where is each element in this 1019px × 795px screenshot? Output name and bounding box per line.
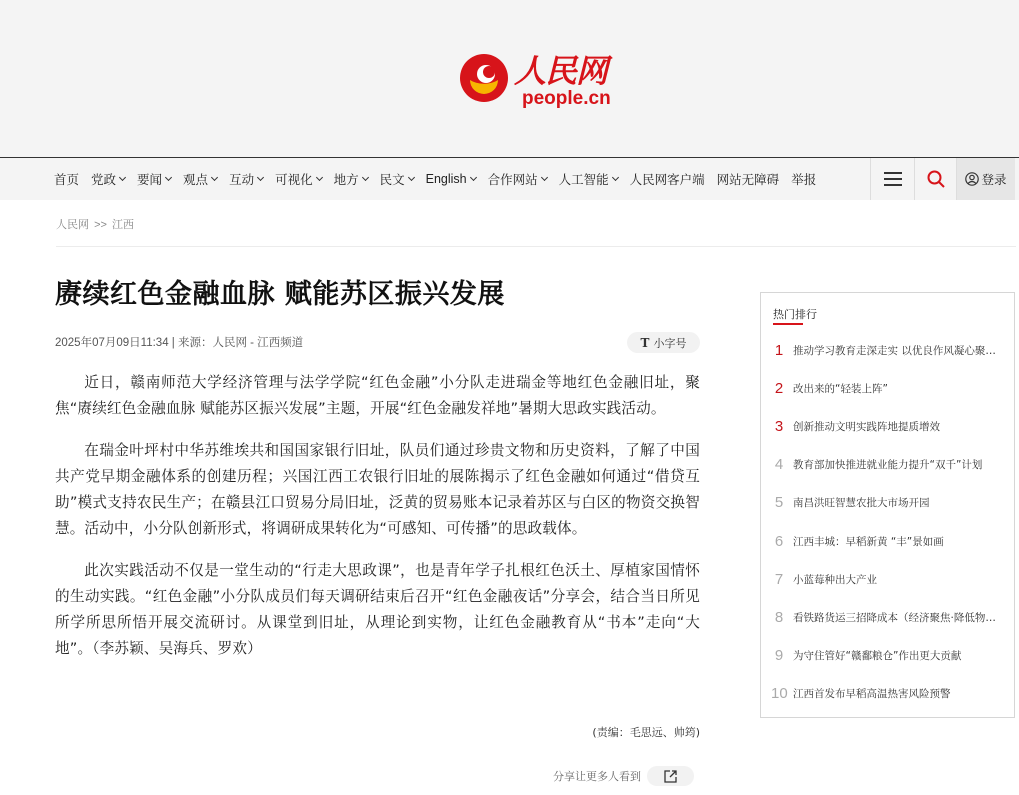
hot-ranking-text: 南昌洪旺智慧农批大市场开园 bbox=[793, 497, 930, 510]
hot-ranking-text: 小蓝莓种出大产业 bbox=[793, 573, 877, 586]
chevron-down-icon bbox=[316, 174, 323, 181]
nav-item-label: English bbox=[425, 172, 467, 186]
nav-item[interactable] bbox=[553, 170, 624, 188]
nav-item-label: 举报 bbox=[791, 173, 817, 187]
nav-item[interactable] bbox=[131, 170, 177, 188]
hot-ranking-list bbox=[761, 331, 1014, 713]
breadcrumb bbox=[56, 216, 134, 232]
hot-ranking-item[interactable] bbox=[761, 560, 1014, 598]
hot-ranking-item[interactable] bbox=[761, 407, 1014, 445]
hot-ranking-number: 3 bbox=[774, 417, 784, 435]
hot-ranking-number: 7 bbox=[774, 570, 784, 588]
nav-item-label: 人工智能 bbox=[558, 173, 609, 187]
hot-ranking-text: 江西丰城：早稻新黄 “丰”景如画 bbox=[793, 535, 944, 548]
nav-item-label: 观点 bbox=[183, 173, 209, 187]
hot-ranking-text: 改出来的“轻装上阵” bbox=[793, 382, 888, 395]
nav-item-label: 要闻 bbox=[137, 173, 163, 187]
main-navbar bbox=[0, 157, 1019, 200]
article-meta: 2025年07月09日11:34 | 来源：人民网 - 江西频道 bbox=[55, 337, 304, 349]
hot-ranking-text: 为守住管好“赣鄱粮仓”作出更大贡献 bbox=[793, 650, 962, 663]
chevron-down-icon bbox=[541, 174, 548, 181]
nav-item[interactable] bbox=[624, 170, 711, 188]
nav-item[interactable] bbox=[85, 170, 131, 188]
hot-ranking-number: 2 bbox=[774, 379, 784, 397]
search-icon bbox=[927, 170, 945, 188]
breadcrumb-separator: >> bbox=[94, 219, 107, 231]
article-paragraph: 此次实践活动不仅是一堂生动的“行走大思政课”，也是青年学子扎根红色沃土、厚植家国情怀的生动实践。“红色金融”小分队成员们每天调研结束后召开“红色金融夜话”分享会，结合当日所见所学所思所悟开展交流研讨。从课堂到旧址，从理论到实物，让红色金融教育从“书本”走向“大地”。（李苏颖、吴海兵、罗欢） bbox=[55, 562, 700, 657]
chevron-down-icon bbox=[612, 174, 619, 181]
share-button[interactable] bbox=[647, 766, 694, 786]
chevron-down-icon bbox=[211, 174, 218, 181]
logo-text-cn: 人民网 bbox=[514, 52, 608, 90]
chevron-down-icon bbox=[257, 174, 264, 181]
nav-tools bbox=[870, 158, 1015, 200]
hot-ranking-text: 推动学习教育走深走实 以优良作风凝心聚… bbox=[793, 344, 996, 357]
hot-ranking-item[interactable] bbox=[761, 331, 1014, 369]
article-editor: (责编：毛思远、帅筠) bbox=[592, 726, 700, 739]
hot-ranking-item[interactable] bbox=[761, 675, 1014, 713]
chevron-down-icon bbox=[165, 174, 172, 181]
hot-ranking-text: 创新推动文明实践阵地提质增效 bbox=[793, 420, 940, 433]
share-text: 分享让更多人看到 bbox=[553, 770, 641, 783]
article-paragraph: 在瑞金叶坪村中华苏维埃共和国国家银行旧址，队员们通过珍贵文物和历史资料，了解了中国共产党早期金融体系的创建历程；兴国江西工农银行旧址的展陈揭示了红色金融如何通过“借贷互助”模式支持农民生产；在赣县江口贸易分局旧址，泛黄的贸易账本记录着苏区与白区的物资交换智慧。活动中，小分队创新形式，将调研成果转化为“可感知、可传播”的思政载体。 bbox=[55, 442, 700, 537]
nav-item[interactable] bbox=[374, 170, 420, 188]
article-body bbox=[55, 370, 700, 678]
hot-ranking-title: 热门排行 bbox=[773, 308, 817, 321]
font-size-label: 小字号 bbox=[653, 336, 687, 350]
share-bar bbox=[553, 766, 694, 786]
hot-ranking-text: 教育部加快推进就业能力提升“双千”计划 bbox=[793, 459, 983, 472]
chevron-down-icon bbox=[470, 174, 477, 181]
hamburger-icon bbox=[884, 172, 902, 186]
breadcrumb-divider bbox=[56, 246, 1016, 247]
hot-ranking-number: 9 bbox=[774, 647, 784, 665]
nav-item[interactable] bbox=[48, 170, 85, 188]
article-title: 赓续红色金融血脉 赋能苏区振兴发展 bbox=[55, 279, 505, 310]
nav-item-label: 首页 bbox=[54, 173, 80, 187]
nav-item-label: 合作网站 bbox=[487, 173, 538, 187]
search-button[interactable] bbox=[914, 158, 956, 200]
hot-ranking-number: 5 bbox=[774, 494, 784, 512]
font-size-toggle[interactable] bbox=[627, 332, 700, 353]
chevron-down-icon bbox=[119, 174, 126, 181]
masthead bbox=[0, 0, 1019, 157]
hot-ranking-item[interactable] bbox=[761, 522, 1014, 560]
hot-ranking-item[interactable] bbox=[761, 484, 1014, 522]
menu-button[interactable] bbox=[870, 158, 914, 200]
hot-ranking-panel bbox=[760, 292, 1015, 718]
breadcrumb-current[interactable]: 江西 bbox=[111, 219, 134, 231]
nav-item-label: 人民网客户端 bbox=[629, 173, 705, 187]
hot-ranking-number: 4 bbox=[774, 456, 784, 474]
nav-item[interactable] bbox=[420, 172, 482, 186]
hot-ranking-text: 看铁路货运三招降成本（经济聚焦·降低物… bbox=[793, 611, 996, 624]
hot-ranking-item[interactable] bbox=[761, 598, 1014, 636]
hot-ranking-underline bbox=[773, 323, 803, 325]
hot-ranking-number: 1 bbox=[774, 341, 784, 359]
site-logo[interactable] bbox=[456, 46, 626, 112]
hot-ranking-number: 6 bbox=[774, 532, 784, 550]
hot-ranking-item[interactable] bbox=[761, 369, 1014, 407]
login-button[interactable] bbox=[956, 158, 1015, 200]
hot-ranking-item[interactable] bbox=[761, 637, 1014, 675]
nav-item[interactable] bbox=[482, 170, 553, 188]
nav-item-label: 地方 bbox=[333, 173, 359, 187]
nav-item[interactable] bbox=[711, 170, 786, 188]
nav-item[interactable] bbox=[328, 170, 374, 188]
hot-ranking-item[interactable] bbox=[761, 446, 1014, 484]
user-icon bbox=[965, 172, 979, 186]
chevron-down-icon bbox=[362, 174, 369, 181]
nav-item-label: 可视化 bbox=[275, 173, 313, 187]
hot-ranking-text: 江西首发布早稻高温热害风险预警 bbox=[793, 688, 951, 701]
share-icon bbox=[664, 770, 677, 783]
hot-ranking-number: 8 bbox=[774, 608, 784, 626]
font-size-icon: T bbox=[640, 335, 650, 350]
nav-menu bbox=[48, 158, 822, 200]
nav-item-label: 党政 bbox=[91, 173, 117, 187]
nav-item[interactable] bbox=[223, 170, 269, 188]
nav-item[interactable] bbox=[785, 170, 822, 188]
nav-item-label: 互动 bbox=[229, 173, 255, 187]
people-logo-icon bbox=[456, 50, 512, 106]
login-label: 登录 bbox=[981, 173, 1007, 187]
nav-item-label: 民文 bbox=[379, 173, 405, 187]
breadcrumb-home[interactable]: 人民网 bbox=[56, 219, 89, 231]
logo-text-en: people.cn bbox=[522, 88, 611, 109]
nav-item[interactable] bbox=[177, 170, 223, 188]
nav-item-label: 网站无障碍 bbox=[716, 173, 780, 187]
chevron-down-icon bbox=[408, 174, 415, 181]
article-paragraph: 近日，赣南师范大学经济管理与法学学院“红色金融”小分队走进瑞金等地红色金融旧址，聚焦“赓续红色金融血脉 赋能苏区振兴发展”主题，开展“红色金融发祥地”暑期大思政实践活动。 bbox=[55, 374, 700, 417]
nav-item[interactable] bbox=[269, 170, 328, 188]
hot-ranking-number: 10 bbox=[771, 685, 788, 703]
